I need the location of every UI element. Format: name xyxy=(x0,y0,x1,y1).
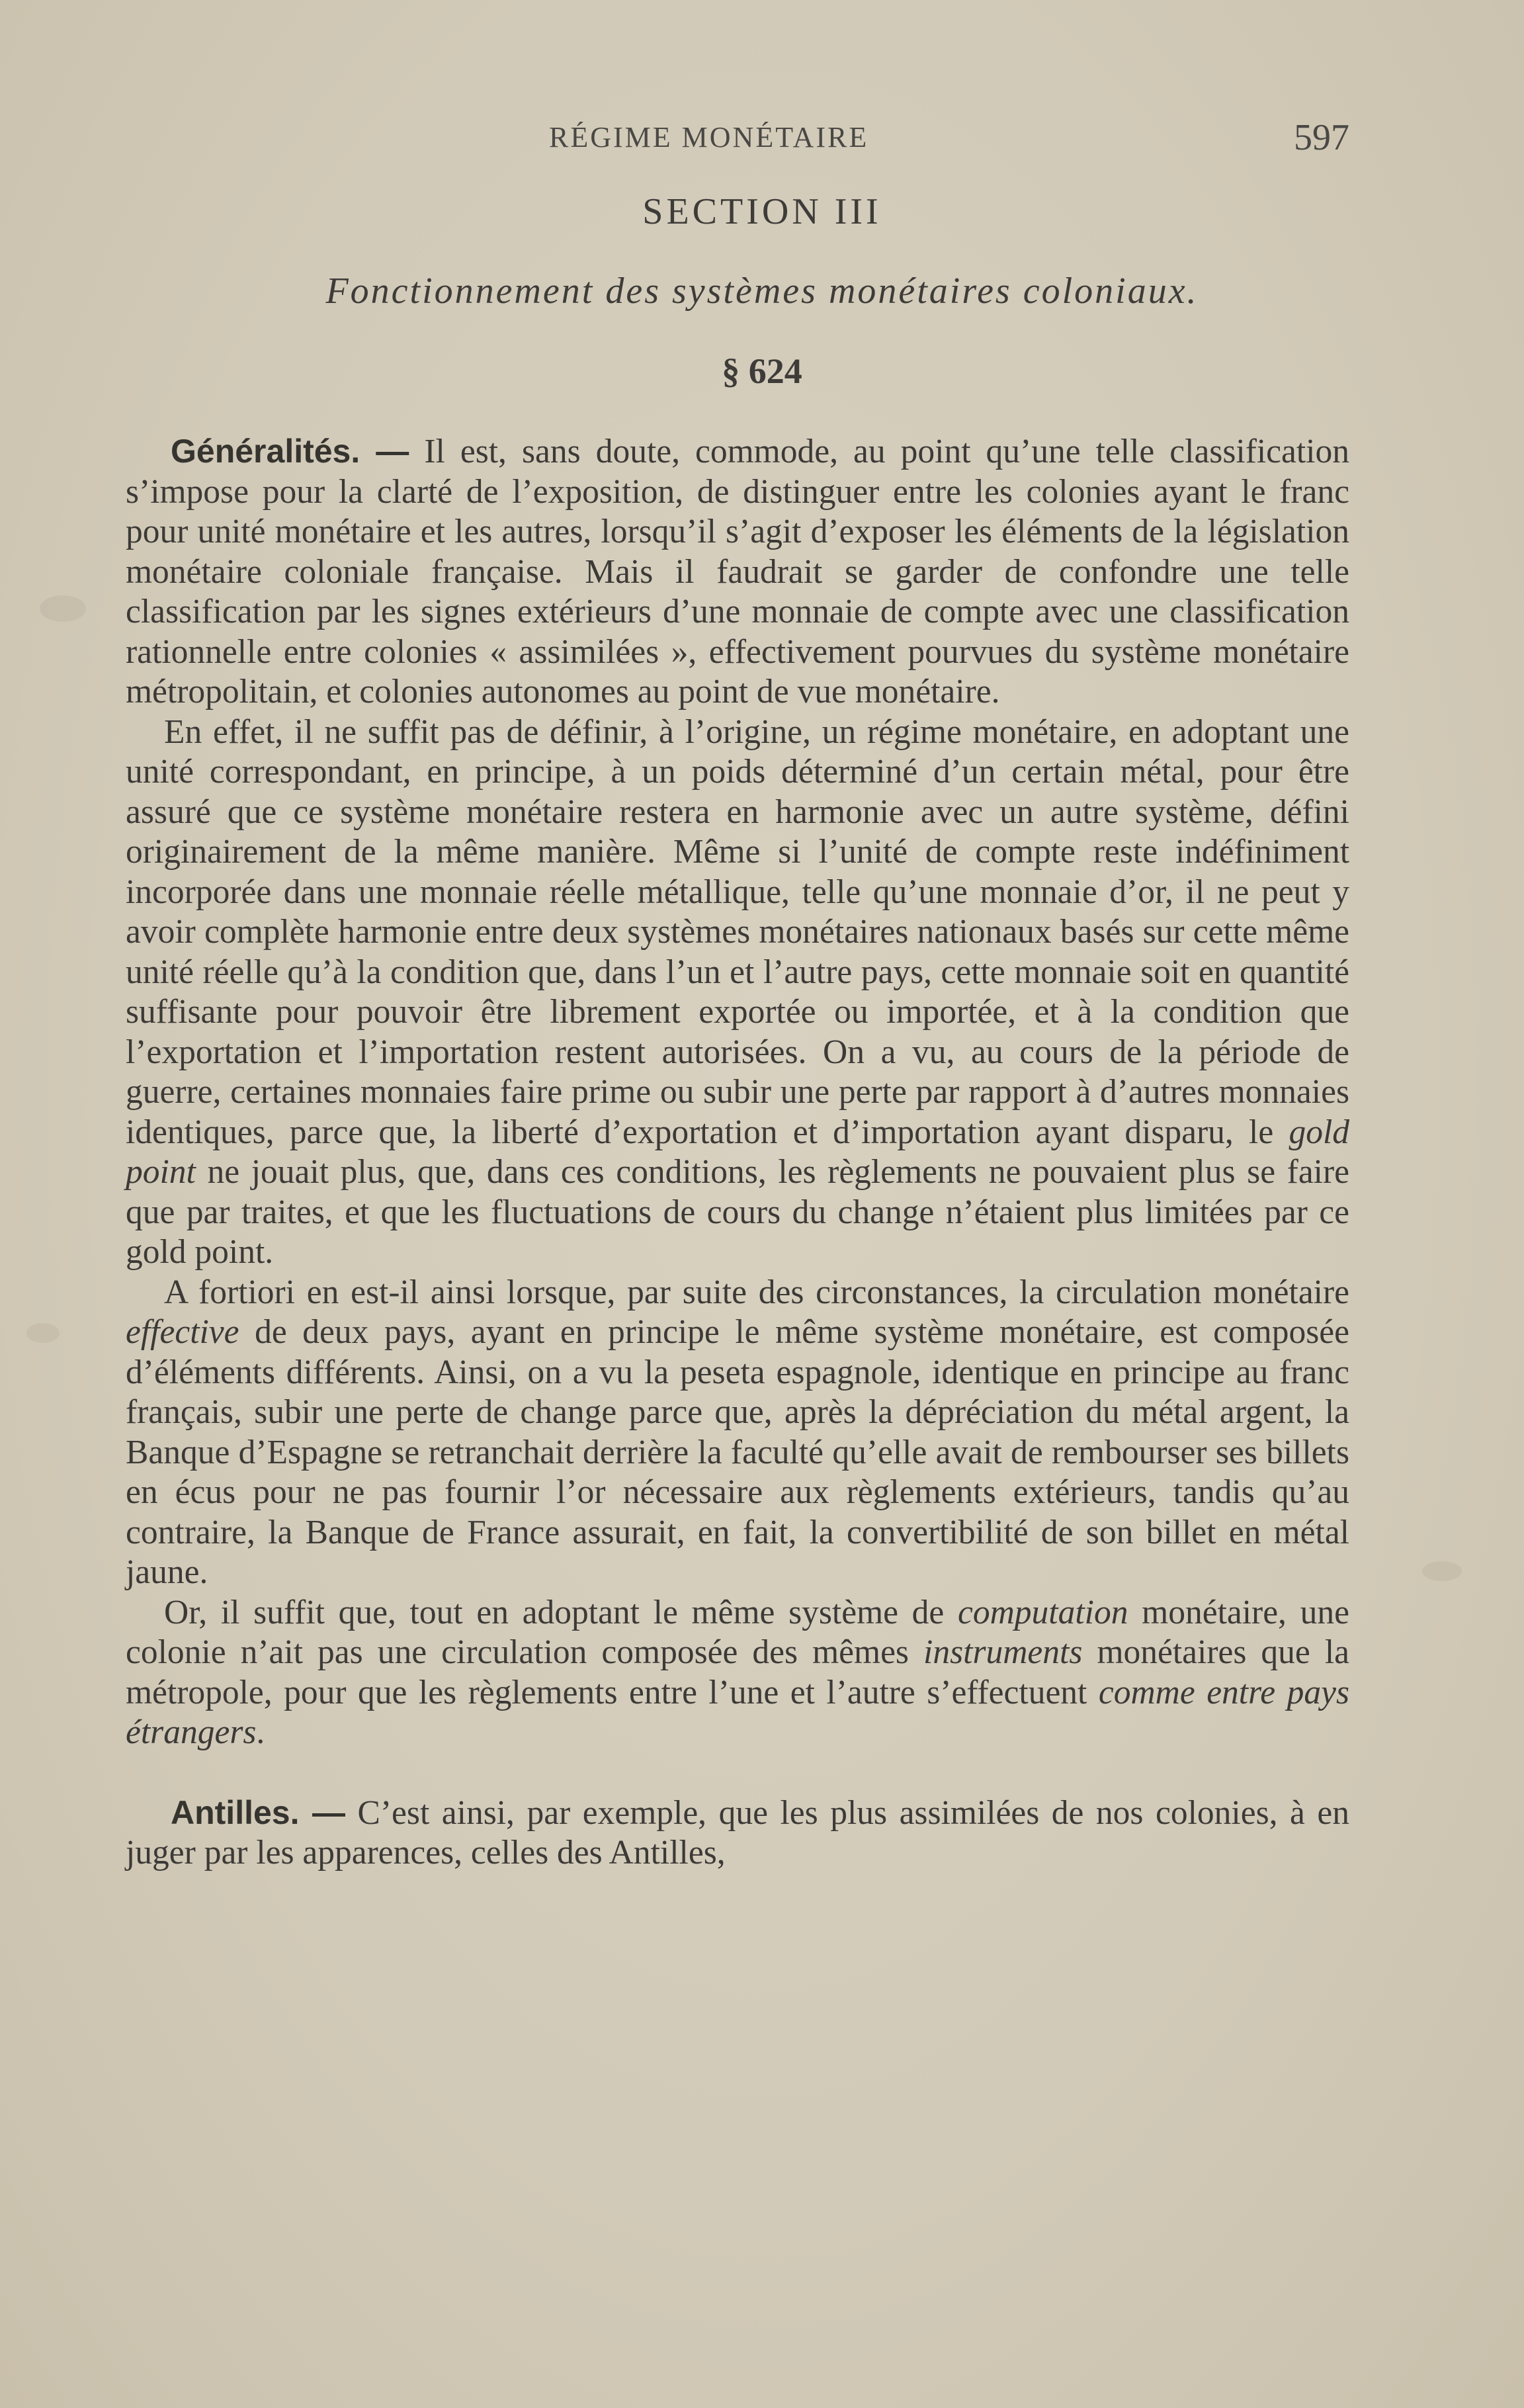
running-title: RÉGIME MONÉTAIRE xyxy=(549,121,869,153)
italic-term: comme entre pays étrangers xyxy=(126,1673,1349,1751)
paragraph-text: ne jouait plus, que, dans ces conditions, les règlements ne pouvaient plus se faire que par traites, et que les fluctuations de cours du change n’étaient plus limitées par ce gold point. xyxy=(126,1153,1349,1271)
paragraph-text: A fortiori en est-il ainsi lorsque, par suite des circonstances, la circulation monétaire xyxy=(164,1273,1349,1311)
italic-term: gold point xyxy=(126,1113,1349,1191)
paragraph xyxy=(126,1593,1349,1753)
section-title: SECTION III xyxy=(642,191,882,232)
page-number: 597 xyxy=(1294,117,1349,158)
italic-term: computation xyxy=(957,1593,1128,1631)
paragraph xyxy=(126,712,1349,1273)
paper-stain xyxy=(40,595,86,622)
italic-term: instruments xyxy=(923,1633,1083,1671)
paragraph-gap xyxy=(126,1753,1349,1793)
paragraph-text: En effet, il ne suffit pas de définir, à l’origine, un régime monétaire, en adoptant une unité correspondant, en principe, à un poids déterminé d’un certain métal, pour être assuré que ce système monétaire restera en harmonie avec un autre système, défini originairement de la même manière. Même si l’unité de compte reste indéfiniment incorporée dans une monnaie réelle métallique, telle qu’une monnaie d’or, il ne peut y avoir complète harmonie entre deux systèmes monétaires nationaux basés sur cette même unité réelle qu’à la condition que, dans l’un et l’autre pays, cette monnaie soit en quantité suffisante pour pouvoir être librement exportée ou importée, et à la condition que l’exportation et l’importation restent autorisées. On a vu, au cours de la période de guerre, certaines monnaies faire prime ou subir une perte par rapport à d’autres monnaies identiques, parce que, la liberté d’exportation et d’importation ayant disparu, le xyxy=(126,712,1349,1151)
running-header xyxy=(126,116,1349,163)
paper-stain xyxy=(1422,1561,1462,1581)
paragraph-heading: Antilles. — xyxy=(171,1793,346,1831)
paragraph-text: C’est ainsi, par exemple, que les plus assimilées de nos colonies, à en juger par les apparences, celles des Antilles, xyxy=(126,1793,1350,1871)
paragraph-text: . xyxy=(256,1713,265,1751)
paragraph-number: § 624 xyxy=(722,351,802,391)
italic-term: effective xyxy=(126,1313,239,1351)
paper-stain xyxy=(26,1323,60,1343)
paragraph-text: monétaires que la métropole, pour que les règlements entre l’une et l’autre s’effectuent xyxy=(126,1633,1350,1711)
paragraph-text: monétaire, une colonie n’ait pas une circulation composée des mêmes xyxy=(126,1593,1349,1671)
section-subtitle: Fonctionnement des systèmes monétaires coloniaux. xyxy=(325,271,1199,312)
paragraph-antilles xyxy=(126,1793,1349,1873)
paragraph-text: Or, il suffit que, tout en adoptant le même système de xyxy=(164,1593,958,1631)
paragraph-heading: Généralités. — xyxy=(171,433,409,470)
body-text xyxy=(126,431,1349,1873)
paragraph-generalites xyxy=(126,431,1349,712)
paragraph-text: de deux pays, ayant en principe le même système monétaire, est composée d’éléments différents. Ainsi, on a vu la peseta espagnole, identique en principe au franc français, subir une perte de change parce que, après la dépréciation du métal argent, la Banque d’Espagne se retranchait derrière la faculté qu’elle avait de rembourser ses billets en écus pour ne pas fournir l’or nécessaire aux règlements extérieurs, tandis qu’au contraire, la Banque de France assurait, en fait, la convertibilité de son billet en métal jaune. xyxy=(126,1313,1349,1591)
paragraph-text: Il est, sans doute, commode, au point qu’une telle classification s’impose pour la clarté de l’exposition, de distinguer entre les colonies ayant le franc pour unité monétaire et les autres, lorsqu’il s’agit d’exposer les éléments de la législation monétaire coloniale française. Mais il faudrait se garder de confondre une telle classification par les signes extérieurs d’une monnaie de compte avec une classification rationnelle entre colonies « assimilées », effectivement pourvues du système monétaire métropolitain, et colonies autonomes au point de vue monétaire. xyxy=(126,433,1349,710)
paragraph xyxy=(126,1273,1349,1593)
